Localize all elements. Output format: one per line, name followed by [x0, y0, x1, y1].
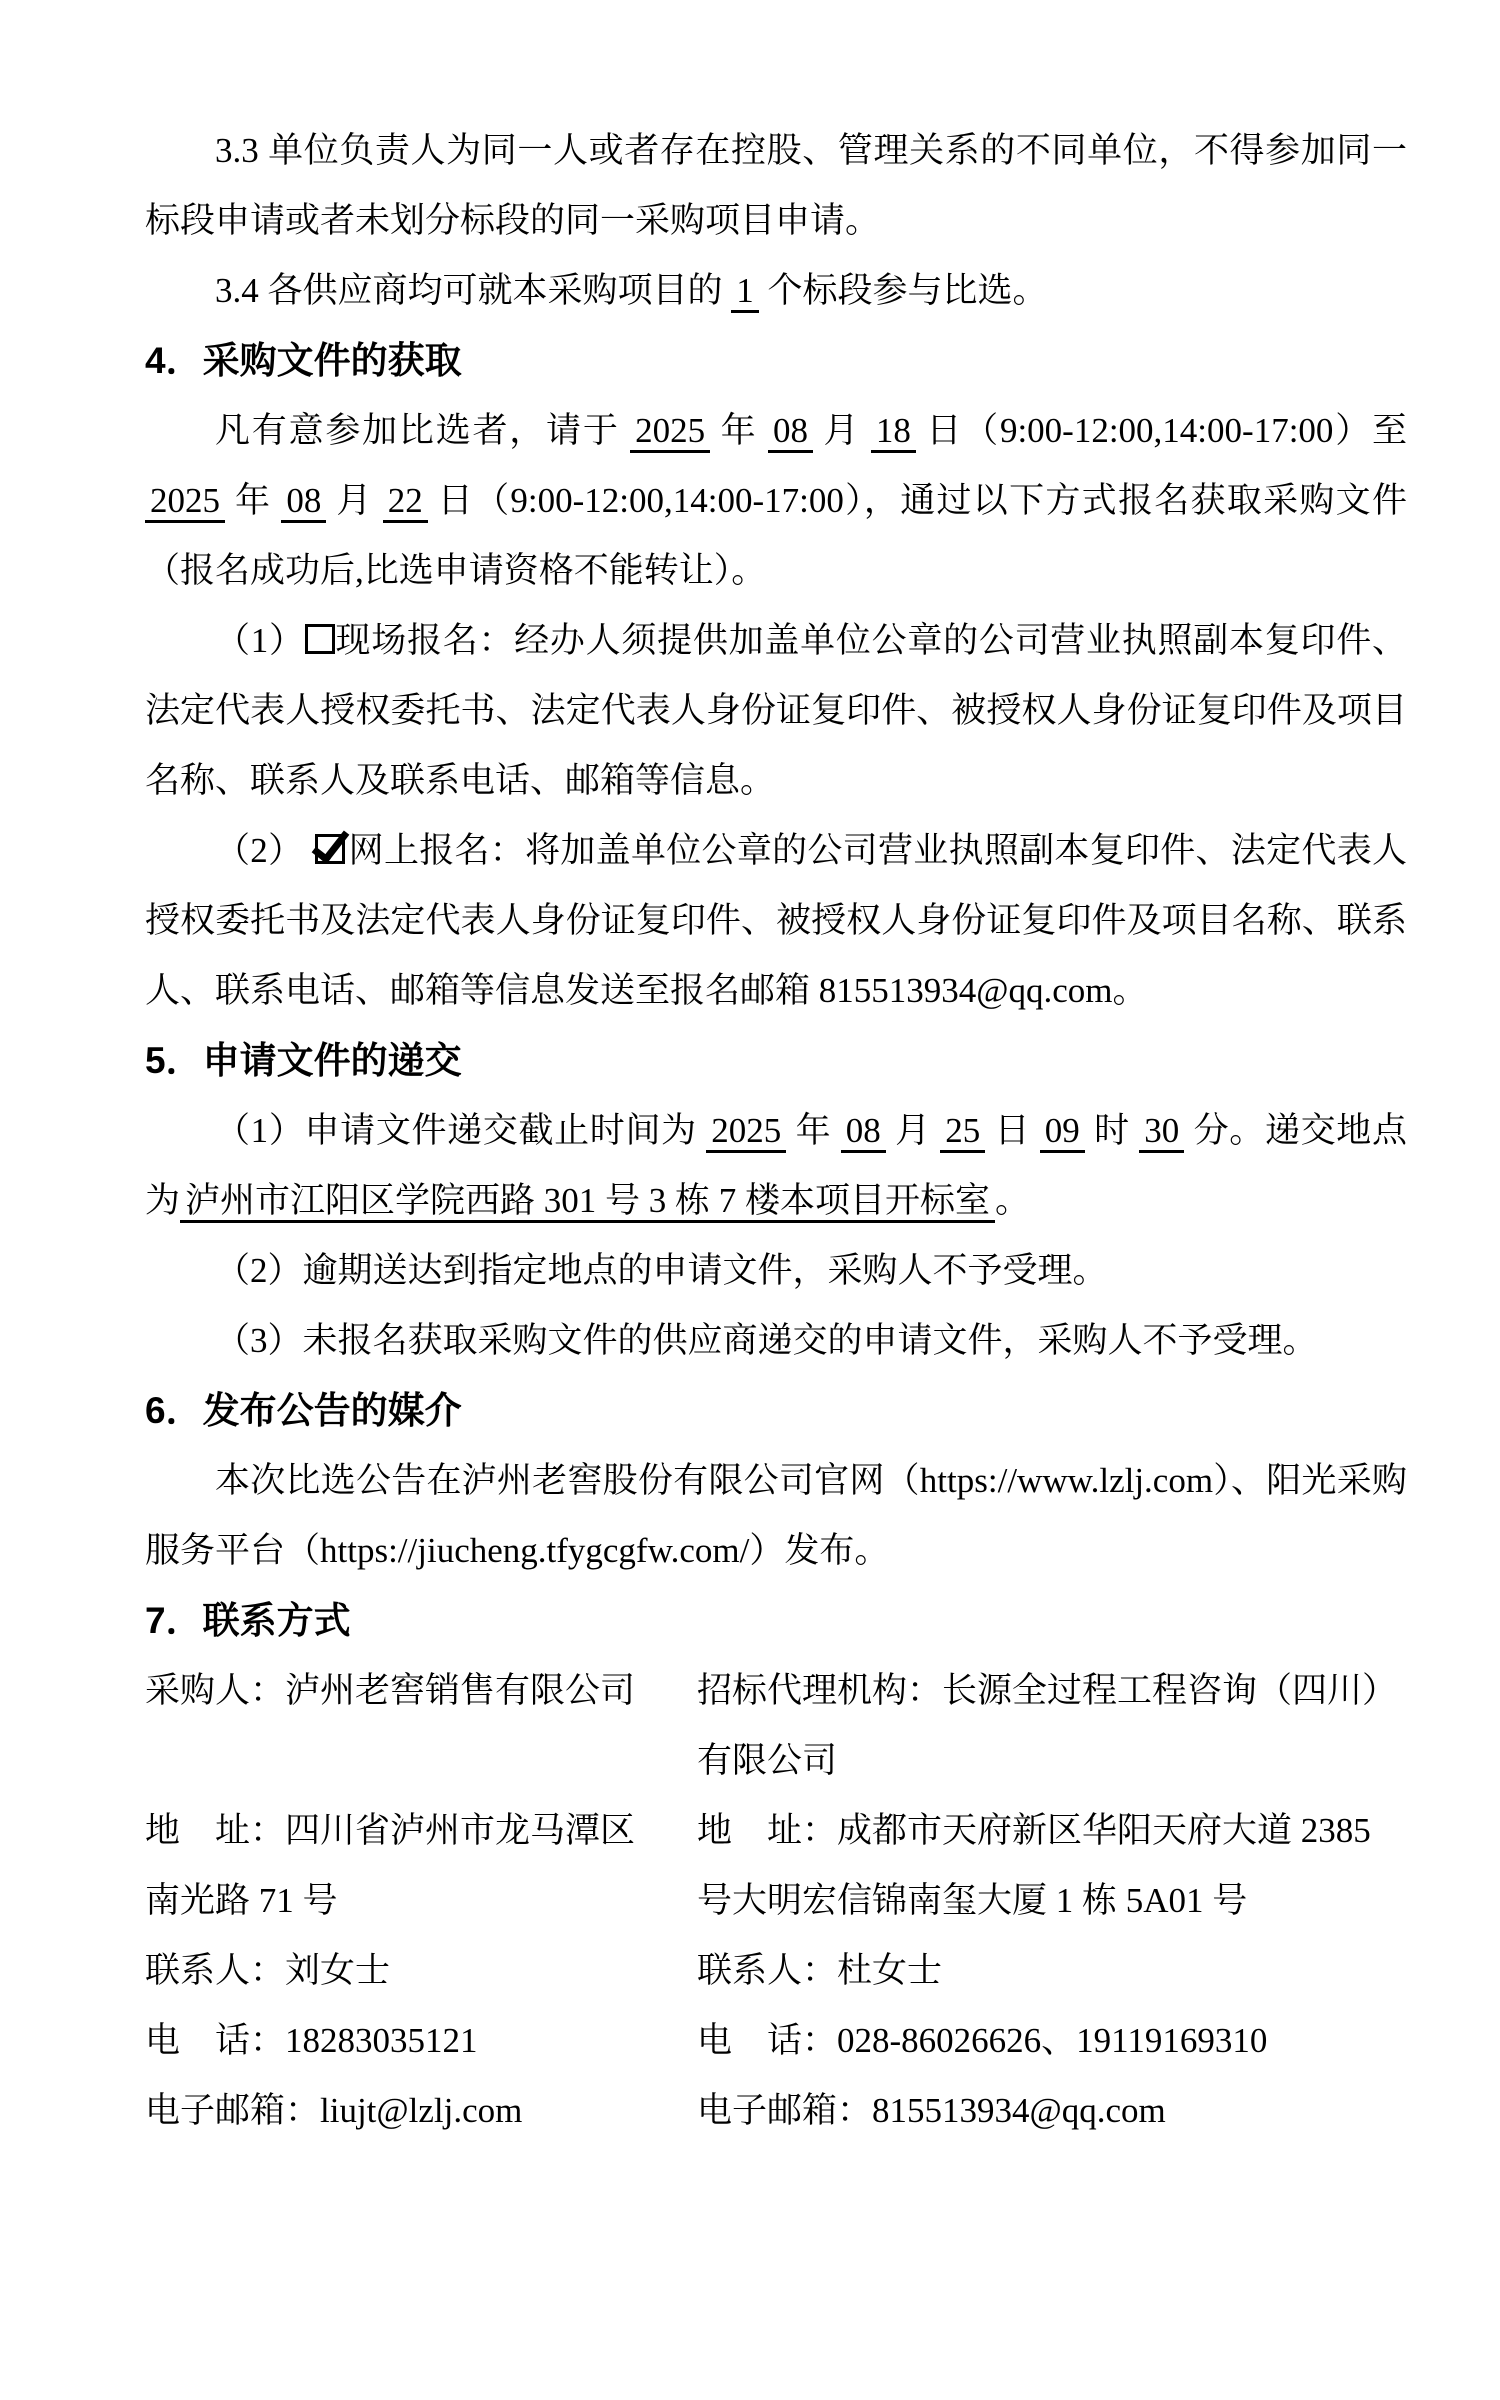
agent-name-line2: 有限公司	[697, 1741, 838, 1780]
purchaser-address-line2: 南光路 71 号	[145, 1881, 338, 1920]
agent-person-cell	[697, 1936, 1407, 2006]
agent-phone: 电 话：028-86026626、19119169310	[697, 2021, 1268, 2060]
purchaser-email-cell	[145, 2076, 697, 2146]
s4-month-end: 08	[281, 481, 326, 523]
p51-seg-b: 年	[786, 1111, 841, 1150]
paragraph-5-1	[145, 1096, 1407, 1236]
agent-address-cell	[697, 1796, 1407, 1936]
agent-email: 电子邮箱：815513934@qq.com	[697, 2091, 1166, 2130]
p51-seg-f: 时	[1084, 1111, 1140, 1150]
document-content	[145, 116, 1407, 2146]
s4-year-start: 2025	[630, 411, 710, 453]
paragraph-3-4	[145, 256, 1407, 326]
s4-day-start: 18	[871, 411, 916, 453]
p51-deadline-year: 2025	[706, 1111, 786, 1153]
p6-text: 本次比选公告在泸州老窖股份有限公司官网（https://www.lzlj.com）、阳光采购服务平台（https://jiucheng.tfygcgfw.com/）发布。	[145, 1461, 1407, 1570]
purchaser-address-line1: 地 址：四川省泸州市龙马潭区	[145, 1811, 636, 1850]
paragraph-3-3-text: 3.3 单位负责人为同一人或者存在控股、管理关系的不同单位，不得参加同一标段申请或者未划分标段的同一采购项目申请。	[145, 131, 1407, 240]
heading-section-6: 6．发布公告的媒介	[145, 1390, 462, 1431]
agent-contact-person: 联系人：杜女士	[697, 1951, 943, 1990]
p41-text: 现场报名：经办人须提供加盖单位公章的公司营业执照副本复印件、法定代表人授权委托书、法定代表人身份证复印件、被授权人身份证复印件及项目名称、联系人及联系电话、邮箱等信息。	[145, 621, 1407, 800]
paragraph-3-3	[145, 116, 1407, 256]
p52-text: （2）逾期送达到指定地点的申请文件，采购人不予受理。	[215, 1251, 1108, 1290]
p51-deadline-day: 25	[940, 1111, 985, 1153]
paragraph-4-intro	[145, 396, 1407, 606]
contact-row-name	[145, 1656, 1407, 1796]
s4-month-start: 08	[768, 411, 813, 453]
s4-year-end: 2025	[145, 481, 225, 523]
agent-phone-cell	[697, 2006, 1407, 2076]
checkbox-checked-icon	[315, 834, 345, 864]
p51-tail: 。	[995, 1181, 1031, 1220]
paragraph-online-registration	[145, 816, 1407, 1026]
purchaser-name-cell	[145, 1656, 697, 1726]
p42-number: （2）	[215, 831, 304, 870]
contact-row-person	[145, 1936, 1407, 2006]
p42-text: 网上报名：将加盖单位公章的公司营业执照副本复印件、法定代表人授权委托书及法定代表人身份证复印件、被授权人身份证复印件及项目名称、联系人、联系电话、邮箱等信息发送至报名邮箱 815513934@qq.com。	[145, 831, 1407, 1010]
contact-table	[145, 1656, 1407, 2146]
purchaser-address-cell	[145, 1796, 697, 1936]
paragraph-announcement-media	[145, 1446, 1407, 1586]
s4-seg-a: 凡有意参加比选者，请于	[215, 411, 631, 450]
purchaser-phone-cell	[145, 2006, 697, 2076]
agent-address-line2: 号大明宏信锦南玺大厦 1 栋 5A01 号	[697, 1881, 1248, 1920]
contact-row-phone	[145, 2006, 1407, 2076]
p51-seg-c: 月	[885, 1111, 941, 1150]
paragraph-5-2	[145, 1236, 1407, 1306]
s4-seg-f: 月	[326, 481, 383, 520]
p53-text: （3）未报名获取采购文件的供应商递交的申请文件，采购人不予受理。	[215, 1321, 1318, 1360]
agent-address-line1: 地 址：成都市天府新区华阳天府大道 2385	[697, 1811, 1371, 1850]
s4-seg-c: 月	[813, 411, 871, 450]
s4-seg-b: 年	[710, 411, 768, 450]
p51-deadline-month: 08	[841, 1111, 886, 1153]
paragraph-5-3	[145, 1306, 1407, 1376]
p51-seg-a: （1）申请文件递交截止时间为	[215, 1111, 707, 1150]
agent-name-cell	[697, 1656, 1407, 1796]
p51-deadline-minute: 30	[1139, 1111, 1184, 1153]
s4-seg-e: 年	[225, 481, 282, 520]
agent-email-cell	[697, 2076, 1407, 2146]
s4-seg-g: 日（9:00-12:00,14:00-17:00），通过以下方式报名获取采购文件（报名成功后,比选申请资格不能转让）。	[145, 481, 1407, 590]
heading-section-5: 5．申请文件的递交	[145, 1040, 462, 1081]
p51-seg-g: 分。递交地点为	[145, 1111, 1407, 1220]
contact-row-address	[145, 1796, 1407, 1936]
checkbox-unchecked-icon	[305, 624, 335, 654]
heading-section-7: 7．联系方式	[145, 1600, 351, 1641]
p41-number: （1）	[215, 621, 305, 660]
paragraph-onsite-registration	[145, 606, 1407, 816]
s4-day-end: 22	[383, 481, 428, 523]
contact-row-email	[145, 2076, 1407, 2146]
purchaser-contact-person: 联系人：刘女士	[145, 1951, 391, 1990]
p51-deadline-hour: 09	[1040, 1111, 1085, 1153]
p34-pre: 3.4 各供应商均可就本采购项目的	[215, 271, 732, 310]
purchaser-person-cell	[145, 1936, 697, 2006]
s4-seg-d: 日（9:00-12:00,14:00-17:00）至	[915, 411, 1407, 450]
p51-submission-address: 泸州市江阳区学院西路 301 号 3 栋 7 楼本项目开标室	[180, 1181, 995, 1223]
agent-name-line1: 招标代理机构：长源全过程工程咨询（四川）	[697, 1671, 1398, 1710]
heading-section-4: 4．采购文件的获取	[145, 340, 462, 381]
purchaser-name: 采购人：泸州老窖销售有限公司	[145, 1671, 636, 1710]
purchaser-email: 电子邮箱：liujt@lzlj.com	[145, 2091, 523, 2130]
p34-post: 个标段参与比选。	[758, 271, 1048, 310]
p34-lot-count: 1	[731, 271, 759, 313]
purchaser-phone: 电 话：18283035121	[145, 2021, 478, 2060]
p51-seg-e: 日	[985, 1111, 1040, 1150]
